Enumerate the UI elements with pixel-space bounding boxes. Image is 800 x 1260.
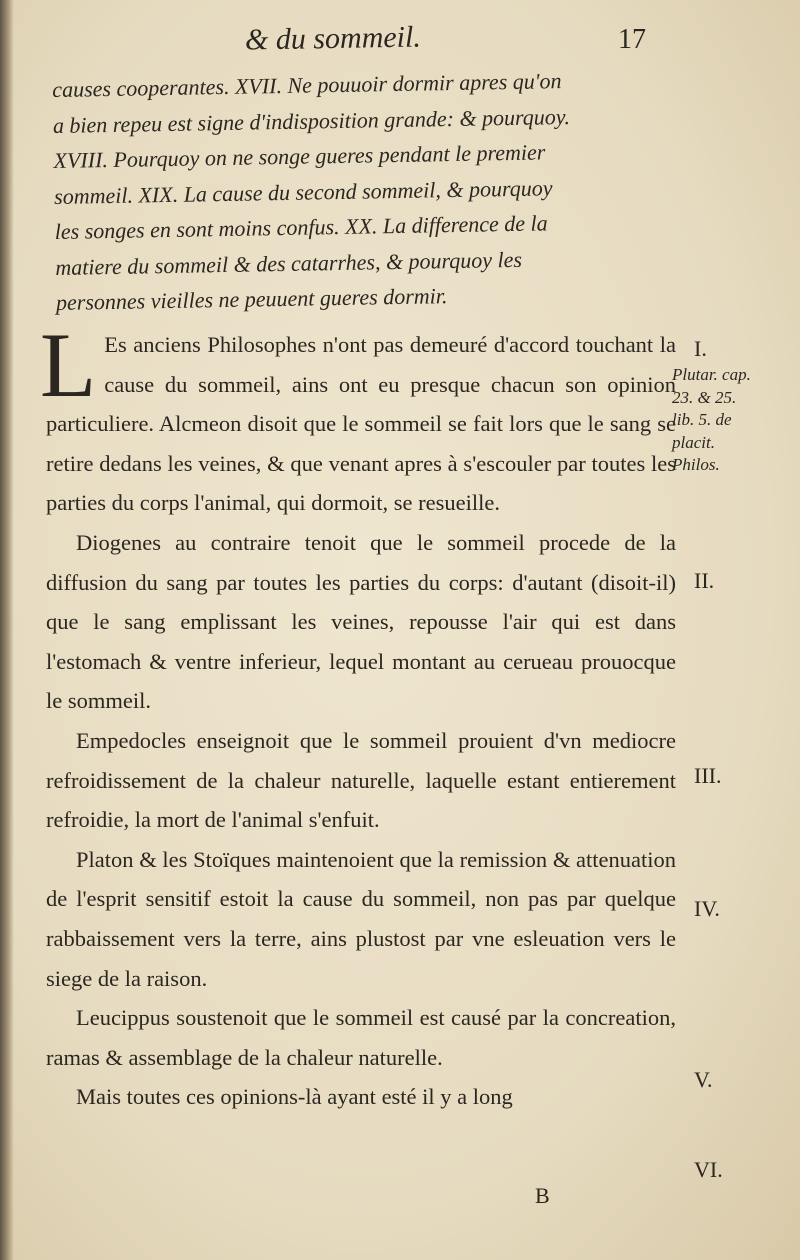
summary-line: les songes en sont moins confus. XX. La difference de la: [54, 210, 548, 244]
margin-numeral: V.: [694, 1067, 713, 1092]
summary-line: matiere du sommeil & des catarrhes, & pourquoy les: [55, 246, 523, 280]
margin-numeral: III.: [694, 763, 722, 788]
note-line: Plutar. cap.: [672, 365, 751, 384]
paragraph: Empedocles enseignoit que le sommeil prouient d'vn mediocre refroidissement de la chaleur naturelle, laquelle estant entierement refroidie, la mort de l'animal s'enfuit.: [46, 727, 676, 833]
margin-numeral: I.: [694, 336, 707, 361]
binding-gutter: [0, 0, 14, 1260]
margin-numeral: VI.: [694, 1157, 723, 1182]
summary-line: personnes vieilles ne peuuent gueres dormir.: [55, 283, 448, 315]
drop-cap: L: [40, 314, 97, 416]
page-number: 17: [618, 24, 646, 55]
summary-line: causes cooperantes. XVII. Ne pouuoir dormir apres qu'on: [52, 68, 562, 102]
note-line: 23. & 25.: [672, 387, 737, 407]
signature-mark: B: [535, 1183, 550, 1208]
summary-line: XVIII. Pourquoy on ne songe gueres pendant le premier: [53, 139, 546, 173]
paragraph: Mais toutes ces opinions-là ayant esté il y a long: [76, 1084, 513, 1110]
chapter-summary: [52, 61, 676, 320]
paragraph: Diogenes au contraire tenoit que le sommeil procede de la diffusion du sang par toutes les parties du corps: d'autant (disoit-il) que le sang emplissant les veines, repousse l'air qui est dans l'estomach & ventre inferieur, lequel montant au cerueau prouocque le sommeil.: [46, 529, 676, 714]
body-text: [40, 314, 676, 1117]
margin-numeral: IV.: [694, 896, 720, 921]
paragraph: [40, 314, 676, 523]
summary-line: a bien repeu est signe d'indisposition grande: & pourquoy.: [52, 103, 571, 138]
summary-line: sommeil. XIX. La cause du second sommeil, & pourquoy: [53, 174, 553, 209]
note-line: Philos.: [672, 455, 720, 474]
margin-numeral: II.: [694, 568, 715, 593]
paragraph-text: Es anciens Philosophes n'ont pas demeuré d'accord touchant la cause du sommeil, ains ont eu presque chacun son opinion particuliere. Alcmeon disoit que le sommeil se fait lors que le sang se retire dedans les veines, & que venant apres à s'escouler par toutes les parties du corps l'animal, qui dormoit, se resueille.: [46, 332, 676, 516]
note-line: placit.: [672, 432, 715, 452]
note-line: lib. 5. de: [672, 410, 732, 429]
running-head: & du sommeil.: [244, 20, 422, 57]
paragraph: Platon & les Stoïques maintenoient que la remission & attenuation de l'esprit sensitif estoit la cause du sommeil, non pas par quelque rabbaissement vers la terre, ains plustost par vne esleuation vers le siege de la raison.: [46, 846, 676, 991]
paragraph: Leucippus soustenoit que le sommeil est causé par la concreation, ramas & assemblage de la chaleur naturelle.: [46, 1005, 676, 1070]
marginal-note: [672, 364, 796, 477]
